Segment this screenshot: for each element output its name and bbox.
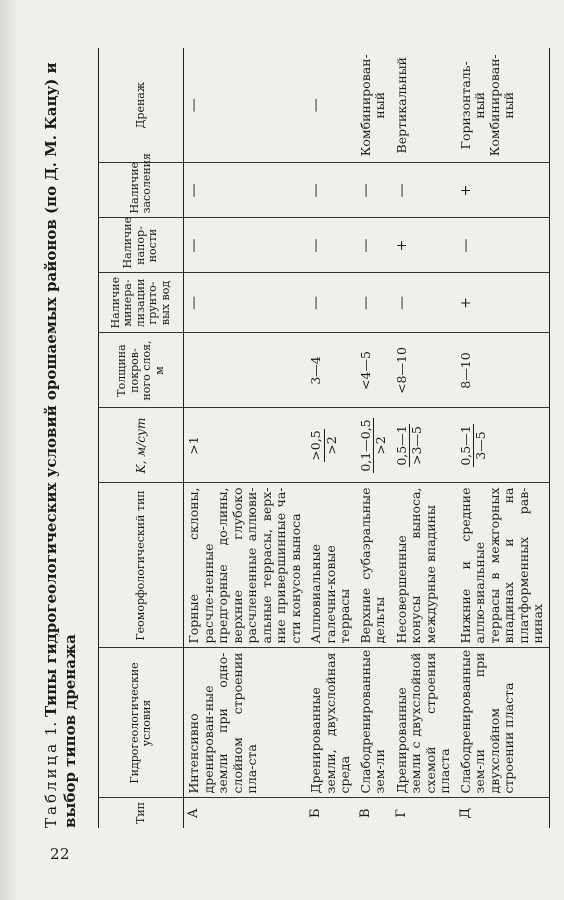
cell-thickness: <8—10 xyxy=(392,333,456,408)
scan-edge-shadow xyxy=(0,0,18,900)
table-header-row xyxy=(99,48,184,828)
header-hydro-conditions: Гидрогеологические условия xyxy=(99,648,184,798)
cell-k xyxy=(306,408,356,483)
header-salinity: Наличие засоления xyxy=(99,163,184,218)
cell-k xyxy=(356,408,392,483)
cell-geo: Нижние и средние аллю-виальные террасы в межгорных впадинах и на платформенных рав-нинах xyxy=(456,483,550,648)
k-fraction xyxy=(459,424,489,466)
cell-type: Б xyxy=(306,798,356,828)
cell-type: В xyxy=(356,798,392,828)
cell-type: Д xyxy=(456,798,550,828)
cell-pressure: + xyxy=(392,218,456,273)
cell-pressure: — xyxy=(184,218,307,273)
cell-hydro: Слабодренированные зем-ли xyxy=(356,648,392,798)
k-denominator: >2 xyxy=(373,436,388,455)
page-number: 22 xyxy=(50,845,71,863)
cell-thickness: 3—4 xyxy=(306,333,356,408)
k-denominator: 3—5 xyxy=(473,431,488,460)
cell-geo: Аллювиальные галечни-ковые террасы xyxy=(306,483,356,648)
cell-drainage: Вертикальный xyxy=(393,57,409,154)
k-numerator: 0,5—1 xyxy=(393,425,409,466)
table-row xyxy=(306,48,356,828)
cell-k xyxy=(392,408,456,483)
cell-pressure: — xyxy=(306,218,356,273)
cell-salinity: — xyxy=(392,163,456,218)
header-geomorphology: Геоморфологический тип xyxy=(99,483,184,648)
cell-k xyxy=(456,408,550,483)
cell-salinity: — xyxy=(356,163,392,218)
header-mineralization: Наличие минера-лизации грунто-вых вод xyxy=(99,273,184,333)
header-drainage: Дренаж xyxy=(99,48,184,163)
cell-hydro: Дренированные земли с двухслойной схемой строения пласта xyxy=(392,648,456,798)
cell-hydro: Интенсивно дренирован-ные земли при одно-слойном строении пла-ста xyxy=(184,648,307,798)
k-denominator: >3—5 xyxy=(409,426,424,465)
rotated-page-content xyxy=(38,48,545,828)
k-numerator: 0,1—0,5 xyxy=(357,419,373,472)
cell-hydro: Слабодренированные зем-ли при двухслойном строении пласта xyxy=(456,648,550,798)
cell-drainage: — xyxy=(308,98,324,113)
cell-geo: Верхние субаэральные дельты xyxy=(356,483,392,648)
cell-mineralization: — xyxy=(392,273,456,333)
cell-salinity: — xyxy=(184,163,307,218)
cell-drainage: — xyxy=(186,98,202,113)
table-row xyxy=(392,48,456,828)
k-fraction xyxy=(395,424,425,466)
caption-number: 1. xyxy=(42,721,60,737)
cell-mineralization: — xyxy=(184,273,307,333)
cell-type: Г xyxy=(392,798,456,828)
table-row xyxy=(356,48,392,828)
cell-geo: Горные склоны, расчле-ненные предгорные до-лины, верхние глубоко расчлененные аллюви-альные террасы, верх-ние привершинные ча-сти конусов выноса xyxy=(184,483,307,648)
cell-mineralization: — xyxy=(306,273,356,333)
table-row xyxy=(184,48,307,828)
k-fraction xyxy=(359,418,389,472)
k-numerator: >0,5 xyxy=(308,430,323,461)
header-cover-thickness: Толщина покров-ного слоя, м xyxy=(99,333,184,408)
table-caption xyxy=(42,48,80,828)
k-numerator: 0,5—1 xyxy=(457,425,473,466)
cell-thickness: <4—5 xyxy=(356,333,392,408)
header-pressure: Наличие напор-ности xyxy=(99,218,184,273)
caption-lead: Таблица xyxy=(42,740,60,828)
k-denominator: >2 xyxy=(323,436,339,455)
cell-pressure: — xyxy=(456,218,550,273)
cell-drainage: Горизонталь-ный Комбинирован-ный xyxy=(456,48,550,163)
cell-salinity: + xyxy=(456,163,550,218)
k-fraction xyxy=(309,429,339,461)
cell-geo: Несовершенные конусы выноса, междурные впадины xyxy=(392,483,456,648)
cell-pressure: — xyxy=(356,218,392,273)
cell-thickness xyxy=(184,333,307,408)
header-k: K, м/сут xyxy=(99,408,184,483)
cell-k: >1 xyxy=(184,408,307,483)
cell-drainage: Комбинирован-ный xyxy=(357,54,387,157)
caption-title: Типы гидрогеологических условий орошаемых районов (по Д. М. Кацу) и выбор типов дренажа xyxy=(42,62,79,828)
header-type: Тип xyxy=(99,798,184,828)
cell-thickness: 8—10 xyxy=(456,333,550,408)
cell-type: А xyxy=(184,798,307,828)
cell-mineralization: + xyxy=(456,273,550,333)
table-row xyxy=(456,48,550,828)
cell-mineralization: — xyxy=(356,273,392,333)
hydrogeology-table xyxy=(98,48,550,828)
cell-salinity: — xyxy=(306,163,356,218)
cell-hydro: Дренированные земли, двухслойная среда xyxy=(306,648,356,798)
